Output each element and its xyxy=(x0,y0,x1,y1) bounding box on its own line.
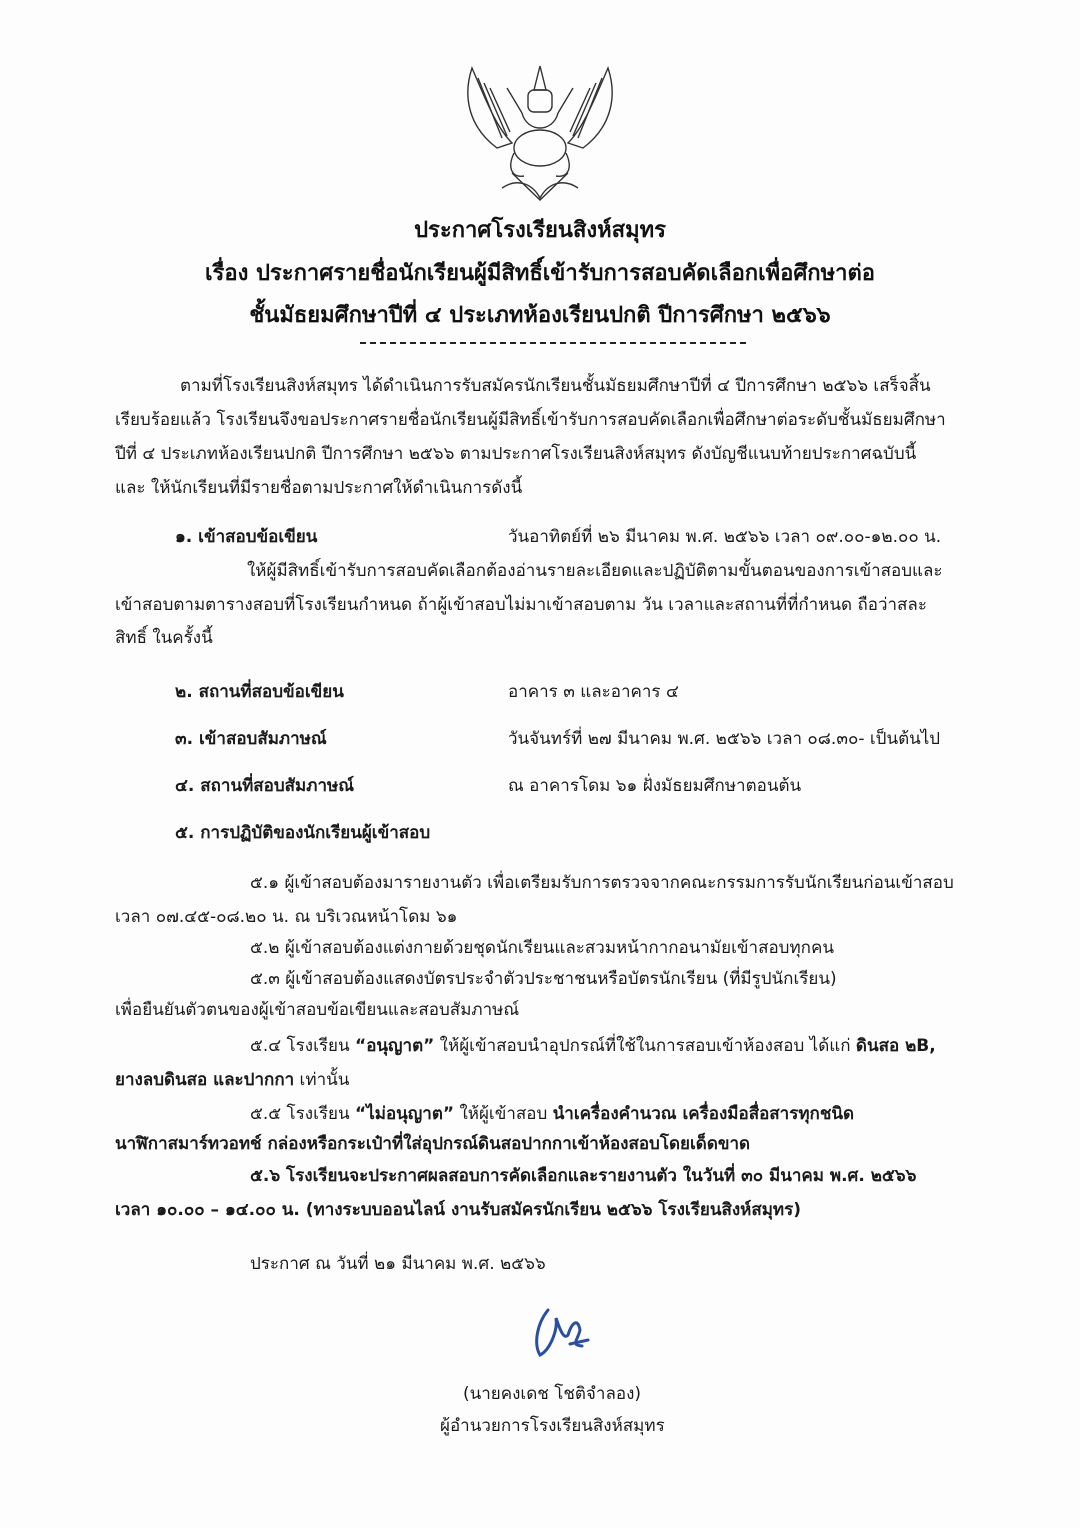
header-line-3: ชั้นมัธยมศึกษาปีที่ ๔ ประเภทห้องเรียนปกติ ปีการศึกษา ๒๕๖๖ xyxy=(249,303,831,328)
sub-5-4-line-2: ยางลบดินสอ และปากกา เท่านั้น xyxy=(115,1070,350,1090)
sub-5-5-line-2: นาฬิกาสมาร์ทวอทช์ กล่องหรือกระเป๋าที่ใส่อุปกรณ์ดินสอปากกาเข้าห้องสอบโดยเด็ดขาด xyxy=(115,1134,751,1154)
item-1-value: วันอาทิตย์ที่ ๒๖ มีนาคม พ.ศ. ๒๕๖๖ เวลา ๐๙.๐๐-๑๒.๐๐ น. xyxy=(508,527,942,547)
intro-line-2: เรียบร้อยแล้ว โรงเรียนจึงขอประกาศรายชื่อนักเรียนผู้มีสิทธิ์เข้ารับการสอบคัดเลือกเพื่อศึกษาต่อระดับชั้นมัธยมศึกษา xyxy=(115,410,946,430)
item-4-value: ณ อาคารโดม ๖๑ ฝั่งมัธยมศึกษาตอนต้น xyxy=(508,776,802,796)
item-3-label: ๓. เข้าสอบสัมภาษณ์ xyxy=(175,729,327,749)
item-1-label: ๑. เข้าสอบข้อเขียน xyxy=(175,527,318,547)
sub-5-1-line-2: เวลา ๐๗.๔๕-๐๘.๒๐ น. ณ บริเวณหน้าโดม ๖๑ xyxy=(115,907,458,927)
sub-5-3-line-2: เพื่อยืนยันตัวตนของผู้เข้าสอบข้อเขียนและสอบสัมภาษณ์ xyxy=(115,1000,520,1020)
sub-5-6-line-1: ๕.๖ โรงเรียนจะประกาศผลสอบการคัดเลือกและรายงานตัว ในวันที่ ๓๐ มีนาคม พ.ศ. ๒๕๖๖ xyxy=(250,1166,917,1186)
signature-icon xyxy=(530,1300,590,1360)
header-line-1: ประกาศโรงเรียนสิงห์สมุทร xyxy=(414,218,666,243)
sub-5-2: ๕.๒ ผู้เข้าสอบต้องแต่งกายด้วยชุดนักเรียนและสวมหน้ากากอนามัยเข้าสอบทุกคน xyxy=(250,938,834,958)
intro-line-3: ปีที่ ๔ ประเภทห้องเรียนปกติ ปีการศึกษา ๒๕๖๖ ตามประกาศโรงเรียนสิงห์สมุทร ดังบัญชีแนบท้ายประกาศฉบับนี้ xyxy=(115,444,917,464)
sub-5-3-line-1: ๕.๓ ผู้เข้าสอบต้องแสดงบัตรประจำตัวประชาชนหรือบัตรนักเรียน (ที่มีรูปนักเรียน) xyxy=(250,969,837,989)
sub-5-5-line-1: ๕.๕ โรงเรียน “ไม่อนุญาต” ให้ผู้เข้าสอบ นำเครื่องคำนวณ เครื่องมือสื่อสารทุกชนิด xyxy=(250,1104,855,1124)
item-5-label: ๕. การปฏิบัติของนักเรียนผู้เข้าสอบ xyxy=(175,823,431,843)
garuda-emblem-icon xyxy=(452,58,628,208)
intro-line-1: ตามที่โรงเรียนสิงห์สมุทร ได้ดำเนินการรับสมัครนักเรียนชั้นมัธยมศึกษาปีที่ ๔ ปีการศึกษา ๒๕๖๖ เสร็จสิ้น xyxy=(180,376,931,396)
item-1-note-3: สิทธิ์ ในครั้งนี้ xyxy=(115,628,213,648)
signer-position: ผู้อำนวยการโรงเรียนสิงห์สมุทร xyxy=(440,1416,665,1436)
item-4-label: ๔. สถานที่สอบสัมภาษณ์ xyxy=(175,776,354,796)
intro-line-4: และ ให้นักเรียนที่มีรายชื่อตามประกาศให้ดำเนินการดังนี้ xyxy=(115,478,523,498)
item-2-label: ๒. สถานที่สอบข้อเขียน xyxy=(175,682,344,702)
sub-5-1-line-1: ๕.๑ ผู้เข้าสอบต้องมารายงานตัว เพื่อเตรียมรับการตรวจจากคณะกรรมการรับนักเรียนก่อนเข้าสอบ xyxy=(250,873,954,893)
item-1-note-1: ให้ผู้มีสิทธิ์เข้ารับการสอบคัดเลือกต้องอ่านรายละเอียดและปฏิบัติตามขั้นตอนของการเข้าสอบและ xyxy=(247,561,943,581)
header-line-2: เรื่อง ประกาศรายชื่อนักเรียนผู้มีสิทธิ์เข้ารับการสอบคัดเลือกเพื่อศึกษาต่อ xyxy=(205,261,875,286)
signer-name: (นายคงเดช โชติจำลอง) xyxy=(463,1384,642,1404)
dashed-divider xyxy=(360,342,746,344)
sub-5-6-line-2: เวลา ๑๐.๐๐ – ๑๔.๐๐ น. (ทางระบบออนไลน์ งานรับสมัครนักเรียน ๒๕๖๖ โรงเรียนสิงห์สมุทร) xyxy=(115,1200,802,1220)
announcement-date: ประกาศ ณ วันที่ ๒๑ มีนาคม พ.ศ. ๒๕๖๖ xyxy=(250,1254,546,1274)
sub-5-4-line-1: ๕.๔ โรงเรียน “อนุญาต” ให้ผู้เข้าสอบนำอุปกรณ์ที่ใช้ในการสอบเข้าห้องสอบ ได้แก่ ดินสอ ๒B, xyxy=(250,1036,936,1056)
item-1-note-2: เข้าสอบตามตารางสอบที่โรงเรียนกำหนด ถ้าผู้เข้าสอบไม่มาเข้าสอบตาม วัน เวลาและสถานที่ที่กำหนด ถือว่าสละ xyxy=(115,595,927,615)
item-3-value: วันจันทร์ที่ ๒๗ มีนาคม พ.ศ. ๒๕๖๖ เวลา ๐๘.๓๐- เป็นต้นไป xyxy=(508,729,941,749)
item-2-value: อาคาร ๓ และอาคาร ๔ xyxy=(508,682,679,702)
